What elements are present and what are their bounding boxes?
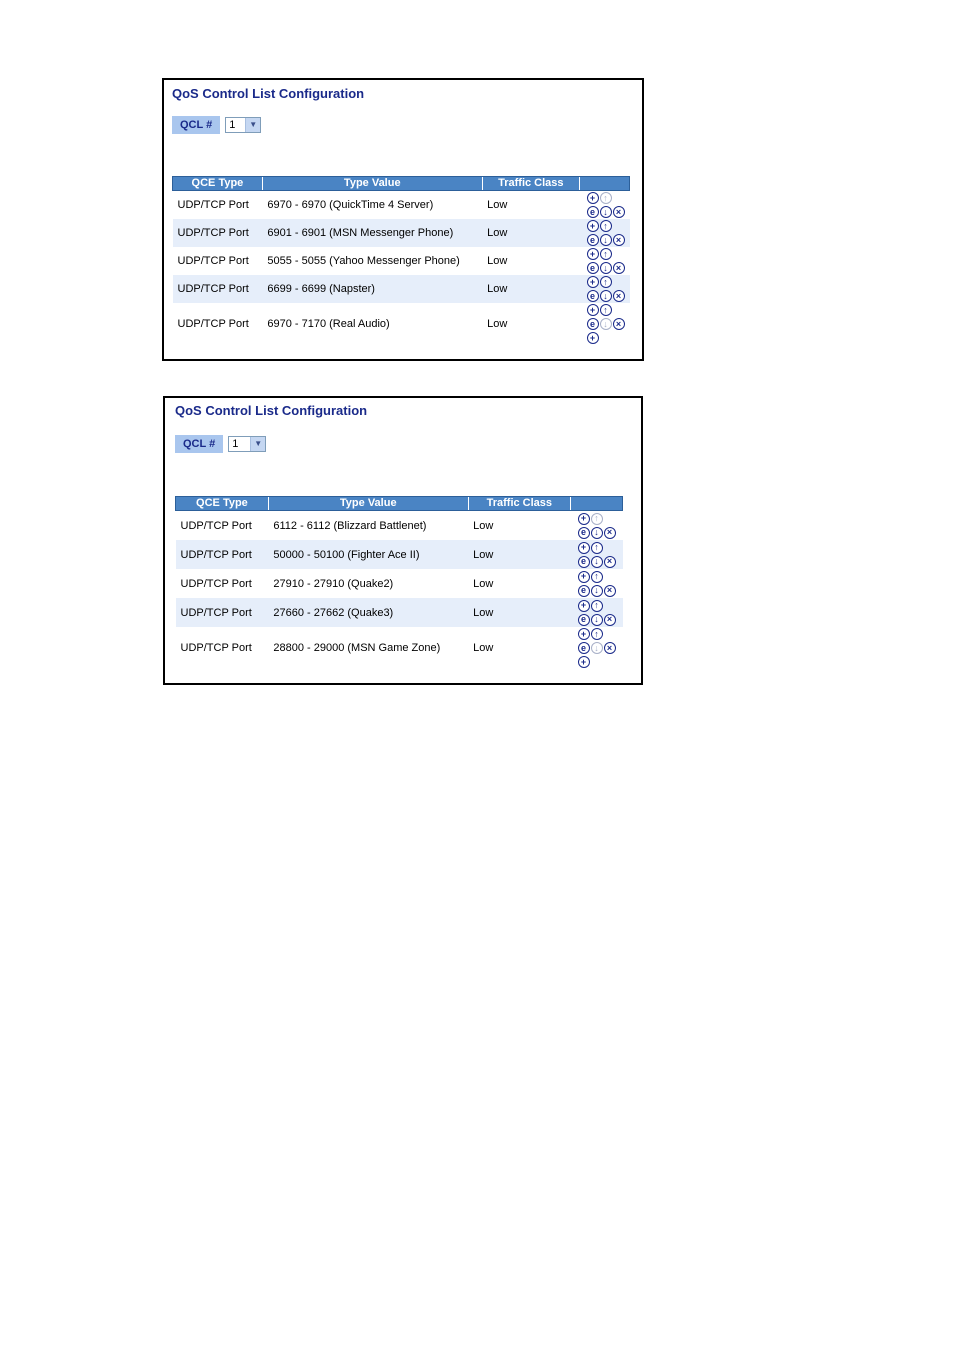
table-row — [173, 275, 630, 303]
arrow-down-icon: ↓ — [600, 318, 612, 330]
edit-icon[interactable]: e — [578, 527, 590, 539]
type-value-cell: 6970 - 7170 (Real Audio) — [267, 318, 390, 330]
actions-cell — [580, 191, 630, 220]
qcl-config-panel — [162, 78, 644, 361]
delete-icon[interactable]: × — [613, 234, 625, 246]
plus-icon[interactable]: + — [587, 248, 599, 260]
qce-type-cell: UDP/TCP Port — [177, 199, 249, 211]
arrow-up-icon[interactable]: ↑ — [600, 248, 612, 260]
table-row — [176, 627, 623, 669]
arrow-down-icon[interactable]: ↓ — [591, 527, 603, 539]
type-value-cell: 6112 - 6112 (Blizzard Battlenet) — [273, 519, 427, 532]
table-row — [176, 540, 623, 569]
plus-icon[interactable]: + — [587, 332, 599, 344]
plus-icon[interactable]: + — [578, 571, 590, 583]
traffic-class-cell: Low — [473, 519, 494, 532]
actions-cell — [571, 540, 623, 569]
plus-icon[interactable]: + — [587, 276, 599, 288]
actions-cell — [580, 219, 630, 247]
type-value-cell: 5055 - 5055 (Yahoo Messenger Phone) — [267, 255, 460, 267]
delete-icon[interactable]: × — [613, 318, 625, 330]
traffic-class-cell: Low — [468, 540, 570, 569]
qcl-config-panel — [163, 396, 643, 685]
traffic-class-cell: Low — [482, 275, 579, 303]
edit-icon[interactable]: e — [578, 614, 590, 626]
edit-icon[interactable]: e — [578, 556, 590, 568]
type-value-cell: 50000 - 50100 (Fighter Ace II) — [268, 540, 468, 569]
plus-icon[interactable]: + — [578, 628, 590, 640]
arrow-down-icon[interactable]: ↓ — [600, 234, 612, 246]
actions-cell — [571, 569, 623, 598]
arrow-up-icon[interactable]: ↑ — [600, 220, 612, 232]
qce-type-cell: UDP/TCP Port — [176, 540, 269, 569]
delete-icon[interactable]: × — [604, 585, 616, 597]
plus-icon[interactable]: + — [587, 304, 599, 316]
arrow-up-icon[interactable]: ↑ — [591, 628, 603, 640]
chevron-down-icon[interactable]: ▼ — [250, 437, 265, 451]
qce-type-cell: UDP/TCP Port — [176, 598, 269, 627]
qcl-label: QCL # — [175, 435, 223, 453]
col-header-qce-type: QCE Type — [176, 497, 269, 511]
chevron-down-icon[interactable]: ▼ — [245, 118, 260, 132]
arrow-up-icon[interactable]: ↑ — [600, 276, 612, 288]
qce-type-cell: UDP/TCP Port — [180, 642, 252, 654]
edit-icon[interactable]: e — [587, 262, 599, 274]
qce-type-cell: UDP/TCP Port — [180, 577, 252, 590]
edit-icon[interactable]: e — [587, 206, 599, 218]
arrow-down-icon[interactable]: ↓ — [600, 290, 612, 302]
type-value-cell: 27910 - 27910 (Quake2) — [273, 577, 394, 590]
table-header-row — [173, 177, 630, 191]
arrow-up-icon[interactable]: ↑ — [600, 304, 612, 316]
arrow-up-icon: ↑ — [600, 192, 612, 204]
qce-table — [175, 496, 623, 669]
plus-icon[interactable]: + — [578, 542, 590, 554]
delete-icon[interactable]: × — [604, 642, 616, 654]
traffic-class-cell: Low — [473, 577, 494, 590]
qcl-select-value: 1 — [232, 438, 239, 450]
qce-type-cell: UDP/TCP Port — [177, 255, 249, 267]
arrow-up-icon[interactable]: ↑ — [591, 600, 603, 612]
actions-cell — [580, 247, 630, 275]
col-header-traffic-class: Traffic Class — [468, 497, 570, 511]
actions-cell — [571, 598, 623, 627]
type-value-cell: 6970 - 6970 (QuickTime 4 Server) — [267, 199, 434, 211]
col-header-type-value: Type Value — [268, 497, 468, 511]
table-row — [176, 598, 623, 627]
page-title: QoS Control List Configuration — [172, 86, 365, 101]
actions-cell — [580, 303, 630, 345]
table-row — [173, 247, 630, 275]
col-header-type-value: Type Value — [262, 177, 482, 191]
qcl-selector — [172, 116, 261, 134]
arrow-up-icon[interactable]: ↑ — [591, 571, 603, 583]
table-row — [173, 303, 630, 345]
delete-icon[interactable]: × — [604, 556, 616, 568]
traffic-class-cell: Low — [487, 318, 508, 330]
arrow-down-icon[interactable]: ↓ — [591, 614, 603, 626]
col-header-actions — [580, 177, 630, 191]
traffic-class-cell: Low — [468, 598, 570, 627]
delete-icon[interactable]: × — [604, 614, 616, 626]
edit-icon[interactable]: e — [587, 318, 599, 330]
arrow-down-icon[interactable]: ↓ — [600, 206, 612, 218]
plus-icon[interactable]: + — [587, 192, 599, 204]
actions-cell — [580, 275, 630, 303]
type-value-cell: 6699 - 6699 (Napster) — [262, 275, 482, 303]
arrow-down-icon: ↓ — [591, 642, 603, 654]
qcl-selector — [175, 435, 266, 453]
qce-type-cell: UDP/TCP Port — [177, 318, 249, 330]
type-value-cell: 27660 - 27662 (Quake3) — [268, 598, 468, 627]
traffic-class-cell: Low — [473, 642, 494, 654]
plus-icon[interactable]: + — [578, 600, 590, 612]
qce-type-cell: UDP/TCP Port — [173, 275, 263, 303]
arrow-down-icon[interactable]: ↓ — [591, 556, 603, 568]
table-row — [176, 569, 623, 598]
qce-type-cell: UDP/TCP Port — [180, 519, 252, 532]
qcl-label: QCL # — [172, 116, 220, 134]
delete-icon[interactable]: × — [604, 527, 616, 539]
edit-icon[interactable]: e — [587, 234, 599, 246]
delete-icon[interactable]: × — [613, 262, 625, 274]
table-row — [173, 219, 630, 247]
table-row — [176, 511, 623, 541]
actions-cell — [571, 627, 623, 669]
col-header-traffic-class: Traffic Class — [482, 177, 579, 191]
table-row — [173, 191, 630, 220]
traffic-class-cell: Low — [487, 255, 508, 267]
arrow-down-icon[interactable]: ↓ — [600, 262, 612, 274]
plus-icon[interactable]: + — [578, 656, 590, 668]
type-value-cell: 28800 - 29000 (MSN Game Zone) — [273, 642, 441, 654]
col-header-qce-type: QCE Type — [173, 177, 263, 191]
delete-icon[interactable]: × — [613, 206, 625, 218]
page-title: QoS Control List Configuration — [175, 403, 368, 418]
qcl-select[interactable] — [225, 117, 261, 133]
qcl-select[interactable] — [228, 436, 266, 452]
edit-icon[interactable]: e — [587, 290, 599, 302]
actions-cell — [571, 511, 623, 541]
type-value-cell: 6901 - 6901 (MSN Messenger Phone) — [262, 219, 482, 247]
traffic-class-cell: Low — [487, 199, 508, 211]
plus-icon[interactable]: + — [578, 513, 590, 525]
arrow-up-icon[interactable]: ↑ — [591, 542, 603, 554]
arrow-down-icon[interactable]: ↓ — [591, 585, 603, 597]
delete-icon[interactable]: × — [613, 290, 625, 302]
qce-type-cell: UDP/TCP Port — [173, 219, 263, 247]
table-header-row — [176, 497, 623, 511]
qce-table — [172, 176, 630, 345]
arrow-up-icon: ↑ — [591, 513, 603, 525]
traffic-class-cell: Low — [482, 219, 579, 247]
edit-icon[interactable]: e — [578, 642, 590, 654]
qcl-select-value: 1 — [229, 119, 236, 131]
edit-icon[interactable]: e — [578, 585, 590, 597]
col-header-actions — [571, 497, 623, 511]
plus-icon[interactable]: + — [587, 220, 599, 232]
